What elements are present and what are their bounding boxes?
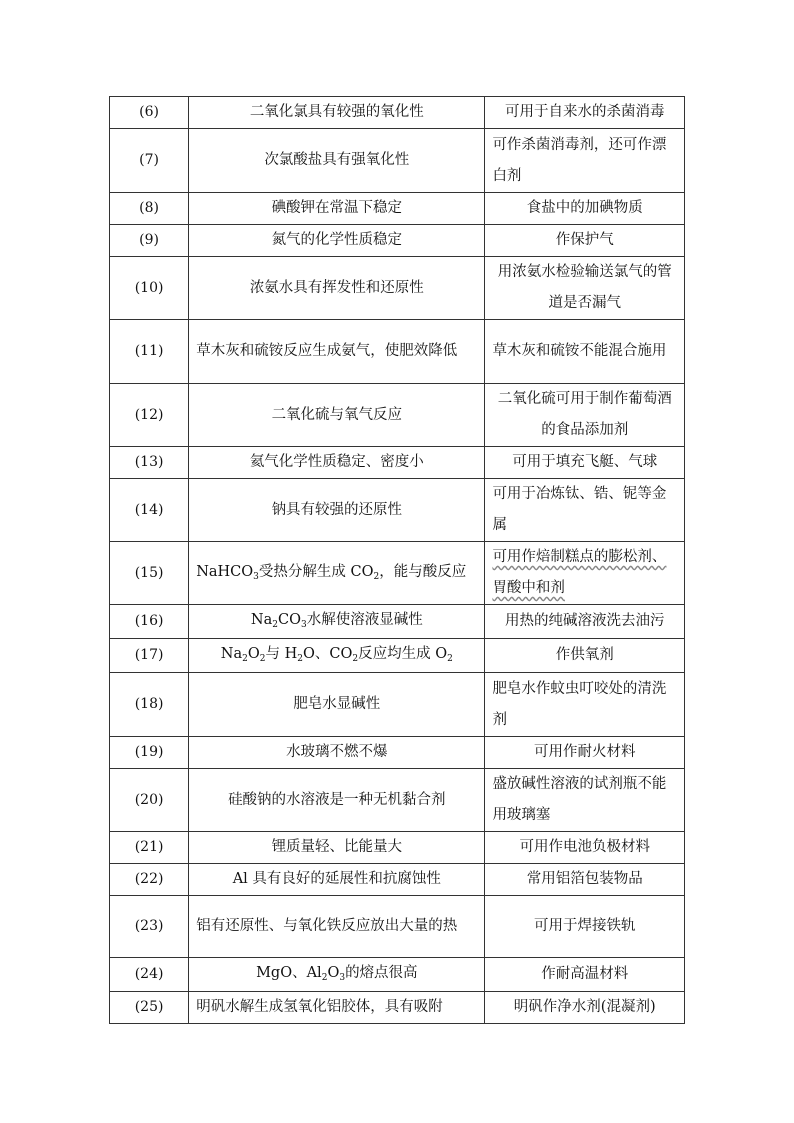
subscript: 3	[300, 620, 307, 630]
formula-text: CO	[278, 612, 301, 628]
table-row	[110, 896, 685, 958]
property-cell: 碘酸钾在常温下稳定	[189, 193, 485, 225]
formula-text: Na	[220, 646, 243, 662]
property-cell: 氦气化学性质稳定、密度小	[189, 447, 485, 479]
use-cell: 草木灰和硫铵不能混合施用	[485, 320, 685, 384]
property-cell: 浓氨水具有挥发性和还原性	[189, 257, 485, 320]
table-row	[110, 193, 685, 225]
table-row	[110, 769, 685, 832]
formula-text: O	[327, 965, 340, 981]
use-cell: 用浓氨水检验输送氯气的管道是否漏气	[485, 257, 685, 320]
row-number: (24)	[110, 958, 189, 992]
row-number: (12)	[110, 384, 189, 447]
row-number: (18)	[110, 673, 189, 737]
formula-text: 的熔点很高	[345, 965, 418, 981]
subscript: 2	[373, 571, 380, 582]
subscript: 2	[259, 654, 266, 664]
property-cell: 肥皂水显碱性	[189, 673, 485, 737]
table-row	[110, 737, 685, 769]
property-cell: 二氧化氯具有较强的氧化性	[189, 97, 485, 129]
table-row	[110, 129, 685, 193]
table-row	[110, 479, 685, 542]
table-row	[110, 542, 685, 605]
use-cell: 二氧化硫可用于制作葡萄酒的食品添加剂	[485, 384, 685, 447]
use-cell: 可用于冶炼钛、锆、铌等金属	[485, 479, 685, 542]
property-cell	[189, 542, 485, 605]
formula-text: Na	[250, 612, 273, 628]
property-cell: 草木灰和硫铵反应生成氨气，使肥效降低	[189, 320, 485, 384]
property-cell: 铝有还原性、与氧化铁反应放出大量的热	[189, 896, 485, 958]
subscript: 3	[253, 571, 259, 582]
row-number: (22)	[110, 864, 189, 896]
use-cell: 明矾作净水剂(混凝剂)	[485, 992, 685, 1024]
subscript: 2	[321, 973, 328, 983]
property-cell: 次氯酸盐具有强氧化性	[189, 129, 485, 193]
table-row	[110, 832, 685, 864]
formula-text: 反应均生成 O	[358, 646, 448, 662]
property-cell: 水玻璃不燃不爆	[189, 737, 485, 769]
row-number: (21)	[110, 832, 189, 864]
formula-text: MgO、Al	[256, 965, 322, 981]
subscript: 3	[339, 973, 346, 983]
property-cell: 锂质量轻、比能量大	[189, 832, 485, 864]
property-cell	[189, 639, 485, 673]
use-cell: 可用于焊接铁轨	[485, 896, 685, 958]
use-cell: 可作杀菌消毒剂，还可作漂白剂	[485, 129, 685, 193]
property-cell: 钠具有较强的还原性	[189, 479, 485, 542]
table-row	[110, 864, 685, 896]
use-cell: 可用于填充飞艇、气球	[485, 447, 685, 479]
property-cell	[189, 958, 485, 992]
use-cell: 盛放碱性溶液的试剂瓶不能用玻璃塞	[485, 769, 685, 832]
formula-text: NaHCO	[196, 563, 254, 580]
property-cell	[189, 605, 485, 639]
formula-text: 水解使溶液显碱性	[306, 612, 423, 628]
use-cell: 用热的纯碱溶液洗去油污	[485, 605, 685, 639]
use-cell: 肥皂水作蚊虫叮咬处的清洗剂	[485, 673, 685, 737]
use-cell: 作耐高温材料	[485, 958, 685, 992]
row-number: (20)	[110, 769, 189, 832]
property-cell: 二氧化硫与氧气反应	[189, 384, 485, 447]
use-text: 可用作焙制糕点的膨松剂、胃酸中和剂	[492, 549, 667, 596]
row-number: (19)	[110, 737, 189, 769]
use-cell: 食盐中的加碘物质	[485, 193, 685, 225]
table-row	[110, 605, 685, 639]
table-row	[110, 97, 685, 129]
row-number: (11)	[110, 320, 189, 384]
row-number: (9)	[110, 225, 189, 257]
use-cell: 可用作电池负极材料	[485, 832, 685, 864]
property-cell: 氮气的化学性质稳定	[189, 225, 485, 257]
row-number: (17)	[110, 639, 189, 673]
formula-text: ，能与酸反应	[379, 563, 467, 580]
formula-text: 受热分解生成 CO	[258, 563, 374, 580]
subscript: 2	[272, 620, 278, 630]
subscript: 2	[352, 654, 359, 664]
row-number: (16)	[110, 605, 189, 639]
use-cell: 作供氧剂	[485, 639, 685, 673]
table-row	[110, 992, 685, 1024]
property-cell: 明矾水解生成氢氧化铝胶体，具有吸附	[189, 992, 485, 1024]
formula-text: O	[247, 646, 260, 662]
table-row	[110, 320, 685, 384]
use-cell: 可用于自来水的杀菌消毒	[485, 97, 685, 129]
use-cell: 作保护气	[485, 225, 685, 257]
property-cell: Al 具有良好的延展性和抗腐蚀性	[189, 864, 485, 896]
row-number: (23)	[110, 896, 189, 958]
row-number: (13)	[110, 447, 189, 479]
table-row	[110, 673, 685, 737]
table-row	[110, 639, 685, 673]
use-cell	[485, 542, 685, 605]
row-number: (6)	[110, 97, 189, 129]
subscript: 2	[297, 654, 303, 664]
table-row	[110, 384, 685, 447]
table-row	[110, 225, 685, 257]
row-number: (7)	[110, 129, 189, 193]
table-row	[110, 447, 685, 479]
row-number: (14)	[110, 479, 189, 542]
formula-text: 与 H	[265, 646, 298, 662]
property-use-table	[109, 96, 685, 1024]
use-cell: 常用铝箔包装物品	[485, 864, 685, 896]
row-number: (15)	[110, 542, 189, 605]
formula-text: O、CO	[303, 646, 353, 662]
use-cell: 可用作耐火材料	[485, 737, 685, 769]
table-row	[110, 257, 685, 320]
row-number: (25)	[110, 992, 189, 1024]
table-row	[110, 958, 685, 992]
row-number: (10)	[110, 257, 189, 320]
subscript: 2	[447, 654, 453, 664]
row-number: (8)	[110, 193, 189, 225]
subscript: 2	[242, 654, 248, 664]
property-cell: 硅酸钠的水溶液是一种无机黏合剂	[189, 769, 485, 832]
